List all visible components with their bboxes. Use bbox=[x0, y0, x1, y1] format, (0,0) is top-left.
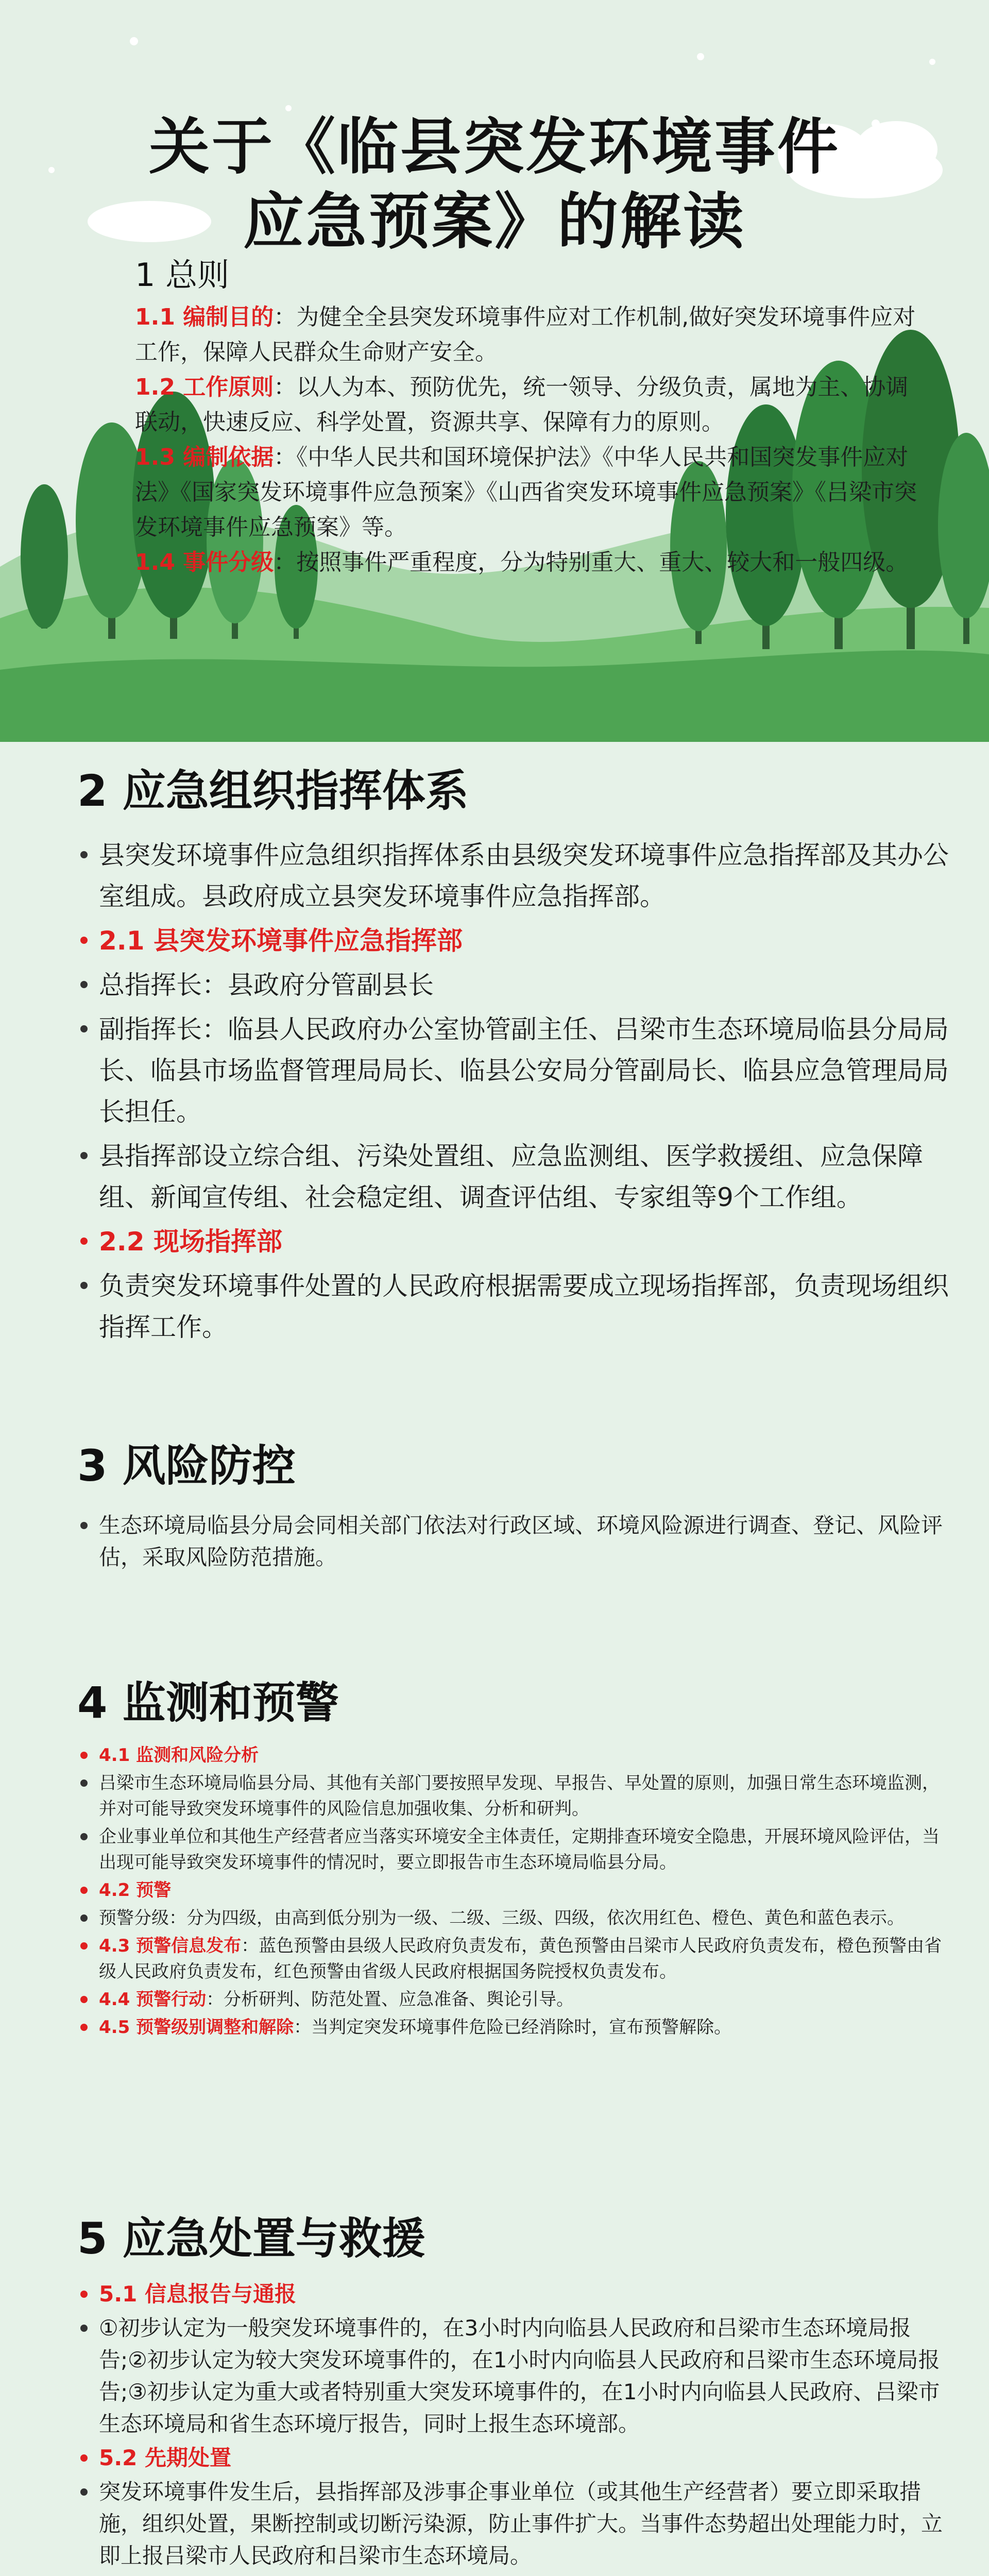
subheading-4-2: 4.2 预警 bbox=[77, 1877, 953, 1903]
list-item: 副指挥长：临县人民政府办公室协管副主任、吕梁市生态环境局临县分局局长、临县市场监督管理局局长、临县公安局分管副局长、临县应急管理局局长担任。 bbox=[77, 1009, 953, 1132]
section-heading-4: 4 监测和预警 bbox=[77, 1677, 339, 1728]
section-heading-2: 2 应急组织指挥体系 bbox=[77, 766, 469, 816]
page-title-line2: 应急预案》的解读 bbox=[243, 186, 746, 257]
paragraph-1-2: 1.2 工作原则：以人为本、预防优先，统一领导、分级负责，属地为主、协调联动，快速反应、科学处置，资源共享、保障有力的原则。 bbox=[135, 374, 909, 435]
hero-banner bbox=[0, 0, 989, 742]
paragraph-1-3: 1.3 编制依据：《中华人民共和国环境保护法》《中华人民共和国突发事件应对法》《国家突发环境事件应急预案》《山西省突发环境事件应急预案》《吕梁市突发环境事件应急预案》等。 bbox=[135, 444, 917, 540]
section-general bbox=[135, 258, 928, 580]
section-heading-1: 1 总则 bbox=[135, 256, 230, 294]
list-item: 吕梁市生态环境局临县分局、其他有关部门要按照早发现、早报告、早处置的原则，加强日常生态环境监测，并对可能导致突发环境事件的风险信息加强收集、分析和研判。 bbox=[77, 1770, 953, 1822]
subheading-2-1: 2.1 县突发环境事件应急指挥部 bbox=[77, 920, 953, 961]
list-item: 总指挥长：县政府分管副县长 bbox=[77, 964, 953, 1006]
list-item: ①初步认定为一般突发环境事件的，在3小时内向临县人民政府和吕梁市生态环境局报告;②初步认定为较大突发环境事件的，在1小时内向临县人民政府和吕梁市生态环境局报告;③初步认定为重大或者特别重大突发环境事件的，在1小时内向临县人民政府、吕梁市生态环境局和省生态环境厅报告，同时上报生态环境部。 bbox=[77, 2312, 953, 2440]
list-item-4-5: 4.5 预警级别调整和解除：当判定突发环境事件危险已经消除时，宣布预警解除。 bbox=[77, 2014, 953, 2040]
subheading-4-1: 4.1 监测和风险分析 bbox=[77, 1742, 953, 1768]
list-item: 企业事业单位和其他生产经营者应当落实环境安全主体责任，定期排查环境安全隐患，开展环境风险评估，当出现可能导致突发环境事件的情况时，要立即报告市生态环境局临县分局。 bbox=[77, 1824, 953, 1875]
paragraph-1-1: 1.1 编制目的：为健全全县突发环境事件应对工作机制,做好突发环境事件应对工作，保障人民群众生命财产安全。 bbox=[135, 304, 916, 365]
subheading-5-1: 5.1 信息报告与通报 bbox=[77, 2278, 953, 2310]
list-item-4-3: 4.3 预警信息发布：蓝色预警由县级人民政府负责发布，黄色预警由吕梁市人民政府负责发布，橙色预警由省级人民政府负责发布，红色预警由省级人民政府根据国务院授权负责发布。 bbox=[77, 1933, 953, 1985]
subheading-2-2: 2.2 现场指挥部 bbox=[77, 1221, 953, 1262]
list-item-4-4: 4.4 预警行动：分析研判、防范处置、应急准备、舆论引导。 bbox=[77, 1987, 953, 2012]
section-monitoring-warning bbox=[77, 1674, 953, 2042]
paragraph-1-4: 1.4 事件分级：按照事件严重程度，分为特别重大、重大、较大和一般四级。 bbox=[135, 549, 909, 575]
subheading-5-2: 5.2 先期处置 bbox=[77, 2442, 953, 2474]
list-item: 负责突发环境事件处置的人民政府根据需要成立现场指挥部，负责现场组织指挥工作。 bbox=[77, 1265, 953, 1348]
section-heading-3: 3 风险防控 bbox=[77, 1440, 296, 1491]
list-item: 突发环境事件发生后，县指挥部及涉事企事业单位（或其他生产经营者）要立即采取措施，组织处置，果断控制或切断污染源，防止事件扩大。当事件态势超出处理能力时，立即上报吕梁市人民政府和吕梁市生态环境局。 bbox=[77, 2476, 953, 2572]
list-item: 县指挥部设立综合组、污染处置组、应急监测组、医学救援组、应急保障组、新闻宣传组、社会稳定组、调查评估组、专家组等9个工作组。 bbox=[77, 1136, 953, 1218]
section-risk-control bbox=[77, 1437, 953, 1575]
section-heading-5: 5 应急处置与救援 bbox=[77, 2213, 425, 2264]
subheading-5-3 bbox=[77, 2574, 953, 2576]
section-response-rescue bbox=[77, 2210, 953, 2576]
page-title-line1: 关于《临县突发环境事件 bbox=[148, 111, 840, 182]
list-item: 预警分级：分为四级，由高到低分别为一级、二级、三级、四级，依次用红色、橙色、黄色和蓝色表示。 bbox=[77, 1905, 953, 1931]
list-item: 生态环境局临县分局会同相关部门依法对行政区域、环境风险源进行调查、登记、风险评估，采取风险防范措施。 bbox=[77, 1510, 953, 1573]
list-item: 县突发环境事件应急组织指挥体系由县级突发环境事件应急指挥部及其办公室组成。县政府成立县突发环境事件应急指挥部。 bbox=[77, 835, 953, 917]
section-command-system bbox=[77, 762, 953, 1351]
